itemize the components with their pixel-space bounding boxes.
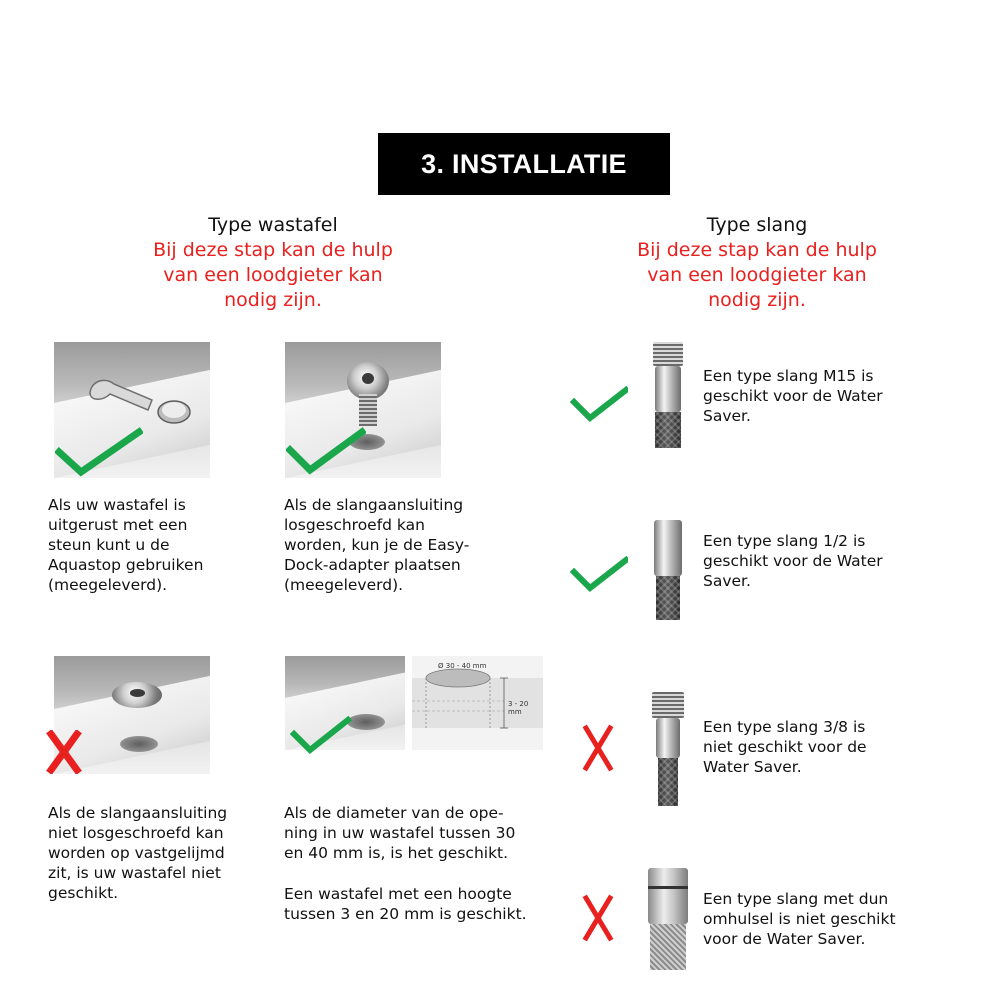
hose-thin-sleeve-text: Een type slang met dun omhulsel is niet geschikt voor de Water Saver. xyxy=(703,890,896,948)
dimension-diagram xyxy=(412,656,543,750)
cross-mark-icon xyxy=(581,724,615,772)
hose-three-eighths-photo xyxy=(628,688,708,806)
cross-mark-icon xyxy=(581,894,615,942)
page-title: 3. INSTALLATIE xyxy=(378,133,670,195)
sink-warning-line-3: nodig zijn. xyxy=(224,289,322,311)
check-mark-icon xyxy=(286,426,366,476)
hose-warning-line-2: van een loodgieter kan xyxy=(647,264,867,286)
check-mark-icon xyxy=(290,714,352,754)
check-mark-icon xyxy=(570,386,630,422)
sink-type-heading xyxy=(118,213,428,313)
hose-half-inch-photo xyxy=(628,478,708,620)
sink-option-1-text: Als uw wastafel is uitgerust met een steun kunt u de Aquastop gebruiken (meegeleverd). xyxy=(48,496,204,594)
support-bracket-icon xyxy=(82,364,192,434)
hose-three-eighths-text: Een type slang 3/8 is niet geschikt voor de Water Saver. xyxy=(703,718,867,776)
sink-option-4-text: Als de diameter van de ope- ning in uw wastafel tussen 30 en 40 mm is, is het geschikt. xyxy=(284,804,516,862)
thread-stem xyxy=(359,394,377,426)
hose-thin-sleeve-photo xyxy=(628,862,708,970)
hose-half-inch-text: Een type slang 1/2 is geschikt voor de Water Saver. xyxy=(703,532,883,590)
hose-m15-text: Een type slang M15 is geschikt voor de Water Saver. xyxy=(703,367,883,425)
hose-m15-photo xyxy=(628,336,708,448)
sink-option-4-height-text: Een wastafel met een hoogte tussen 3 en 20 mm is geschikt. xyxy=(284,885,527,923)
sink-option-2-text: Als de slangaansluiting losgeschroefd kan worden, kun je de Easy- Dock-adapter plaatsen (meegeleverd). xyxy=(284,496,470,594)
check-mark-icon xyxy=(570,556,630,592)
diameter-label: Ø 30 - 40 mm xyxy=(438,662,487,670)
hose-warning-line-3: nodig zijn. xyxy=(708,289,806,311)
sink-type-title: Type wastafel xyxy=(208,214,338,236)
check-mark-icon xyxy=(55,426,143,478)
sink-warning-line-2: van een loodgieter kan xyxy=(163,264,383,286)
hose-type-title: Type slang xyxy=(706,214,808,236)
sink-warning-line-1: Bij deze stap kan de hulp xyxy=(153,239,393,261)
sink-option-3-text: Als de slangaansluiting niet losgeschroefd kan worden op vastgelijmd zit, is uw wastafel niet geschikt. xyxy=(48,804,228,902)
hose-type-heading xyxy=(602,213,912,313)
hose-warning-line-1: Bij deze stap kan de hulp xyxy=(637,239,877,261)
height-label: 3 - 20 mm xyxy=(508,700,529,716)
cross-mark-icon xyxy=(46,730,82,774)
